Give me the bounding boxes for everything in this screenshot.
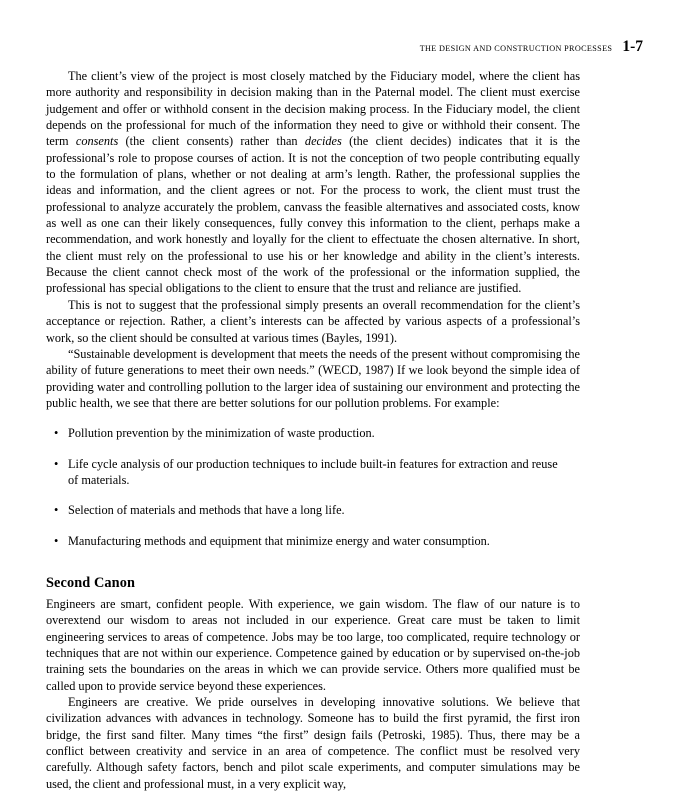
paragraph-1-italic-consents: consents [75, 134, 119, 149]
list-item [46, 502, 563, 518]
body-text-column [46, 68, 580, 792]
page-header [420, 38, 643, 56]
list-item-label: Manufacturing methods and equipment that minimize energy and water consumption. [68, 533, 490, 548]
list-item-label: Pollution prevention by the minimization of waste production. [68, 426, 375, 441]
bullet-dot-icon: • [54, 503, 59, 518]
paragraph-1 [46, 68, 580, 297]
paragraph-2: This is not to suggest that the professional simply presents an overall recommendation for the client’s acceptance or rejection. Rather, a client’s interests can be affected by various aspects of a professional’s work, so the client should be consulted at various times (Bayles, 1991). [46, 297, 580, 345]
paragraph-1-italic-decides: decides [304, 134, 342, 149]
paragraph-3: “Sustainable development is development that meets the needs of the present without compromising the ability of future generations to meet their own needs.” (WECD, 1987) If we look beyond the simple idea of providing water and controlling pollution to the larger idea of sustaining our environment and protecting the public health, we see that there are better solutions for our pollution problems. For example: [46, 346, 580, 410]
paragraph-4: Engineers are smart, confident people. With experience, we gain wisdom. The flaw of our nature is to overextend our wisdom to areas not included in our experience. Great care must be taken to limit engineering services to areas of competence. Jobs may be too large, too complicated, require technology or techniques that are not within our experience. Competence gained by education or by supervised on-the-job training sets the boundaries on the areas in which we can provide service. Others more qualified must be called upon to provide service beyond these experiences. [46, 596, 580, 693]
running-title: THE DESIGN AND CONSTRUCTION PROCESSES [419, 44, 613, 53]
paragraph-1-part-2: (the client consents) rather than [118, 134, 305, 149]
bullet-list [46, 425, 580, 549]
paragraph-1-part-1: The client’s view of the project is most closely matched by the Fiduciary model, where the client has more authority and responsibility in decision making than in the Paternal model. The client must exercise judgement and offer or withhold consent in the decision making process. In the Fiduciary model, the client depends on the professional for much of the information they need to give or withhold their consent. The term [46, 69, 580, 149]
list-item-label: Life cycle analysis of our production techniques to include built-in features for extraction and reuse of materials. [68, 456, 558, 487]
list-item-label: Selection of materials and methods that have a long life. [68, 503, 345, 518]
section-heading-second-canon: Second Canon [46, 574, 135, 591]
list-item [46, 533, 563, 549]
page-number: 1-7 [622, 38, 643, 55]
list-item [46, 425, 563, 441]
paragraph-1-part-3: (the client decides) indicates that it is the professional’s role to propose courses of action. It is not the conception of two people contributing equally to the formulation of plans, whether or not dealing at arm’s length. Rather, the professional supplies the ideas and information, and the client agrees or not. For the process to work, the client must trust the professional to analyze accurately the problem, canvass the feasible alternatives and associated costs, know as well as one can their likely consequences, fully convey this information to the client, perhaps make a recommendation, and work honestly and loyally for the client to effectuate the chosen alternative. In short, the client must rely on the professional to use his or her knowledge and ability in the client’s interests. Because the client cannot check most of the work of the professional or the information supplied, the professional has special obligations to the client to ensure that the trust and reliance are justified. [46, 134, 581, 296]
paragraph-5: Engineers are creative. We pride ourselves in developing innovative solutions. We believe that civilization advances with advances in technology. Someone has to build the first pyramid, the first iron bridge, the first sand filter. Many times “the first” design fails (Petroski, 1985). Thus, there may be a conflict between creativity and service in an area of competence. The conflict must be resolved very carefully. Although safety factors, bench and pilot scale experiments, and computer simulations may be used, the client and professional must, in a very explicit way, [46, 695, 580, 791]
bullet-dot-icon: • [54, 426, 59, 441]
bullet-dot-icon: • [54, 533, 59, 548]
list-item [46, 456, 563, 489]
bullet-dot-icon: • [54, 456, 59, 471]
